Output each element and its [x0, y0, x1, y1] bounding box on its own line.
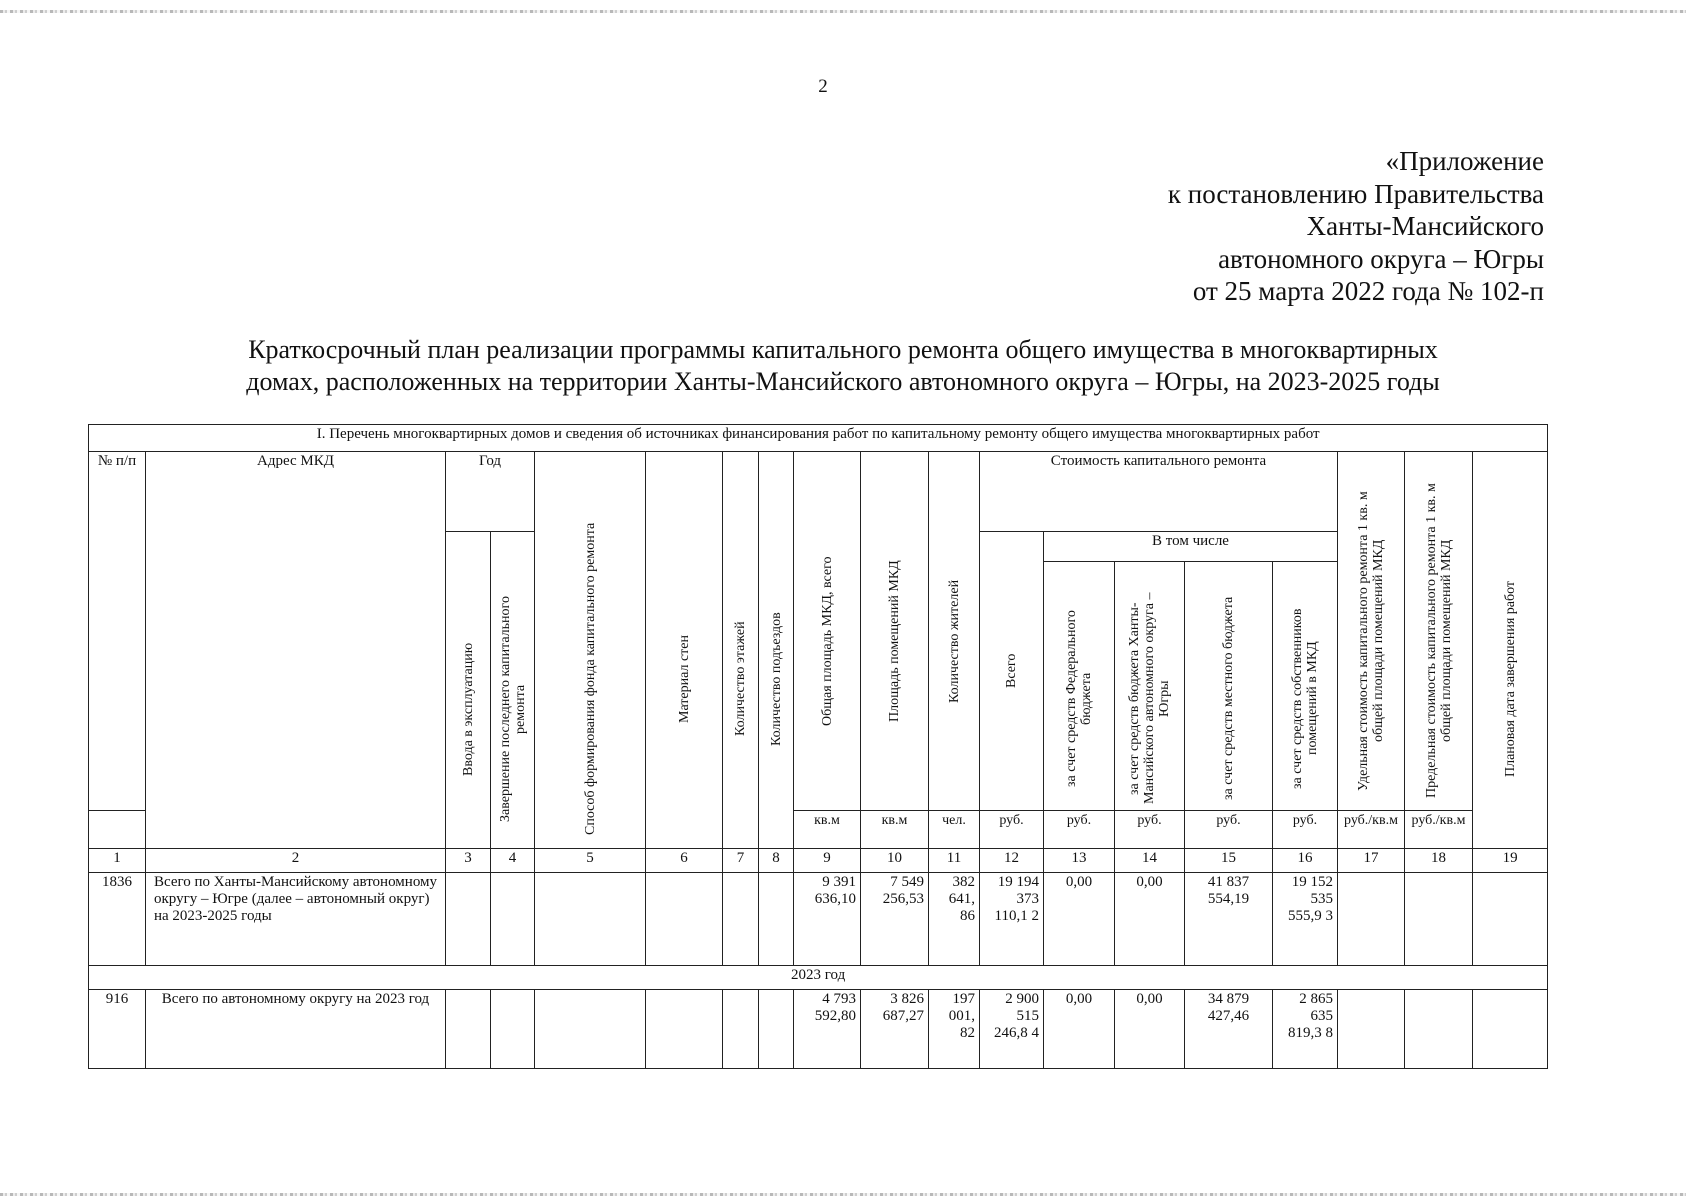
row-num: 916 [89, 990, 146, 1069]
row-cost-total: 2 900 515 246,8 4 [980, 990, 1044, 1069]
year-section-label: 2023 год [89, 966, 1548, 990]
scan-edge-bottom [0, 1193, 1686, 1196]
unit-cost-total: руб. [980, 811, 1044, 849]
row-residents: 197 001, 82 [929, 990, 980, 1069]
header-owners-cell [1273, 562, 1338, 811]
row-empty-cell [1473, 873, 1548, 966]
row-regional: 0,00 [1115, 990, 1185, 1069]
row-cost-total: 19 194 373 110,1 2 [980, 873, 1044, 966]
row-empty-cell [1338, 873, 1405, 966]
row-empty-cell [759, 990, 794, 1069]
header-local: за счет средств местного бюджета [1221, 596, 1236, 801]
header-owners: за счет средств собственников помещений в МКД [1290, 608, 1320, 789]
header-address: Адрес МКД [146, 452, 446, 849]
plan-table [88, 424, 1548, 1069]
header-premises-area: Площадь помещений МКД [887, 560, 902, 722]
header-entrances-cell [759, 452, 794, 849]
row-owners: 19 152 535 555,9 3 [1273, 873, 1338, 966]
unit-regional: руб. [1115, 811, 1185, 849]
header-year-last-repair-cell [491, 532, 535, 849]
header-total-area: Общая площадь МКД, всего [819, 556, 835, 726]
header-fund-method-cell [535, 452, 646, 849]
header-year-last-repair: Завершение последнего капитального ремонта [497, 596, 528, 822]
document-title [140, 334, 1546, 398]
header-cost-group: Стоимость капитального ремонта [980, 452, 1338, 532]
unit-owners: руб. [1273, 811, 1338, 849]
header-num: № п/п [89, 452, 146, 811]
unit-federal: руб. [1044, 811, 1115, 849]
row-empty-cell [723, 990, 759, 1069]
row-premises-area: 3 826 687,27 [861, 990, 929, 1069]
header-local-cell [1185, 562, 1273, 811]
header-year-commission-cell [446, 532, 491, 849]
unit-unit-cost: руб./кв.м [1338, 811, 1405, 849]
column-number: 15 [1185, 849, 1273, 873]
column-number: 5 [535, 849, 646, 873]
header-fund-method: Способ формирования фонда капитального ремонта [582, 522, 598, 836]
header-wall-material: Материал стен [676, 635, 692, 723]
table-row [89, 873, 1548, 966]
scan-edge-top [0, 10, 1686, 13]
unit-total-area: кв.м [794, 811, 861, 849]
row-empty-cell [723, 873, 759, 966]
row-empty-cell [446, 873, 491, 966]
row-address: Всего по автономному округу на 2023 год [146, 990, 446, 1069]
unit-empty [89, 811, 146, 849]
row-empty-cell [646, 873, 723, 966]
header-floors-cell [723, 452, 759, 849]
column-number: 10 [861, 849, 929, 873]
header-max-cost-cell [1405, 452, 1473, 811]
row-num: 1836 [89, 873, 146, 966]
appendix-line: «Приложение [1385, 146, 1544, 176]
row-empty-cell [1473, 990, 1548, 1069]
header-regional-cell [1115, 562, 1185, 811]
column-number: 2 [146, 849, 446, 873]
row-total-area: 4 793 592,80 [794, 990, 861, 1069]
appendix-block [1168, 145, 1544, 308]
column-numbers-row [89, 849, 1548, 873]
title-line: домах, расположенных на территории Ханты-Мансийского автономного округа – Югры, на 2023-2025 годы [246, 367, 1440, 396]
row-empty-cell [446, 990, 491, 1069]
header-premises-area-cell [861, 452, 929, 811]
header-including: В том числе [1044, 532, 1338, 562]
header-planned-date: Плановая дата завершения работ [1502, 580, 1518, 778]
header-planned-date-cell [1473, 452, 1548, 849]
header-federal: за счет средств Федерального бюджета [1064, 610, 1094, 787]
page-number: 2 [818, 76, 828, 97]
header-cost-total: Всего [1004, 653, 1019, 689]
unit-max-cost: руб./кв.м [1405, 811, 1473, 849]
header-wall-material-cell [646, 452, 723, 849]
column-number: 19 [1473, 849, 1548, 873]
header-regional: за счет средств бюджета Ханты-Мансийского автономного округа – Югры [1127, 592, 1172, 805]
header-year-commission: Ввода в эксплуатацию [460, 642, 476, 776]
column-number: 18 [1405, 849, 1473, 873]
row-empty-cell [1405, 990, 1473, 1069]
row-address: Всего по Ханты-Мансийскому автономному округу – Югре (далее – автономный округ) на 2023-2025 годы [146, 873, 446, 966]
column-number: 1 [89, 849, 146, 873]
row-local: 34 879 427,46 [1185, 990, 1273, 1069]
appendix-line: автономного округа – Югры [1218, 243, 1544, 274]
column-number: 11 [929, 849, 980, 873]
header-unit-cost-cell [1338, 452, 1405, 811]
row-local: 41 837 554,19 [1185, 873, 1273, 966]
column-number: 17 [1338, 849, 1405, 873]
column-number: 13 [1044, 849, 1115, 873]
row-residents: 382 641, 86 [929, 873, 980, 966]
header-year-group: Год [446, 452, 535, 532]
row-premises-area: 7 549 256,53 [861, 873, 929, 966]
column-number: 9 [794, 849, 861, 873]
row-empty-cell [535, 873, 646, 966]
row-empty-cell [1338, 990, 1405, 1069]
row-empty-cell [646, 990, 723, 1069]
column-number: 3 [446, 849, 491, 873]
column-number: 8 [759, 849, 794, 873]
unit-residents: чел. [929, 811, 980, 849]
unit-premises-area: кв.м [861, 811, 929, 849]
column-number: 16 [1273, 849, 1338, 873]
title-line: Краткосрочный план реализации программы капитального ремонта общего имущества в многоквартирных [248, 335, 1438, 364]
header-unit-cost: Удельная стоимость капитального ремонта 1 кв. м общей площади помещений МКД [1356, 491, 1386, 791]
section-title: I. Перечень многоквартирных домов и сведения об источниках финансирования работ по капитальному ремонту общего имущества многоквартирных работ [89, 425, 1548, 452]
appendix-line: от 25 марта 2022 года № 102-п [1192, 276, 1544, 306]
row-empty-cell [1405, 873, 1473, 966]
header-federal-cell [1044, 562, 1115, 811]
column-number: 7 [723, 849, 759, 873]
header-floors: Количество этажей [733, 621, 748, 737]
appendix-line: Ханты-Мансийского [1306, 211, 1544, 241]
row-federal: 0,00 [1044, 990, 1115, 1069]
row-empty-cell [491, 873, 535, 966]
column-number: 14 [1115, 849, 1185, 873]
header-residents: Количество жителей [946, 579, 962, 703]
header-residents-cell [929, 452, 980, 811]
header-total-area-cell [794, 452, 861, 811]
header-max-cost: Предельная стоимость капитального ремонта 1 кв. м общей площади помещений МКД [1423, 483, 1454, 799]
header-entrances: Количество подъездов [768, 612, 784, 746]
header-cost-total-cell [980, 532, 1044, 811]
column-number: 12 [980, 849, 1044, 873]
unit-local: руб. [1185, 811, 1273, 849]
table-row [89, 990, 1548, 1069]
appendix-line: к постановлению Правительства [1167, 178, 1544, 209]
column-number: 4 [491, 849, 535, 873]
row-regional: 0,00 [1115, 873, 1185, 966]
row-total-area: 9 391 636,10 [794, 873, 861, 966]
row-federal: 0,00 [1044, 873, 1115, 966]
row-empty-cell [535, 990, 646, 1069]
column-number: 6 [646, 849, 723, 873]
row-empty-cell [759, 873, 794, 966]
row-empty-cell [491, 990, 535, 1069]
row-owners: 2 865 635 819,3 8 [1273, 990, 1338, 1069]
